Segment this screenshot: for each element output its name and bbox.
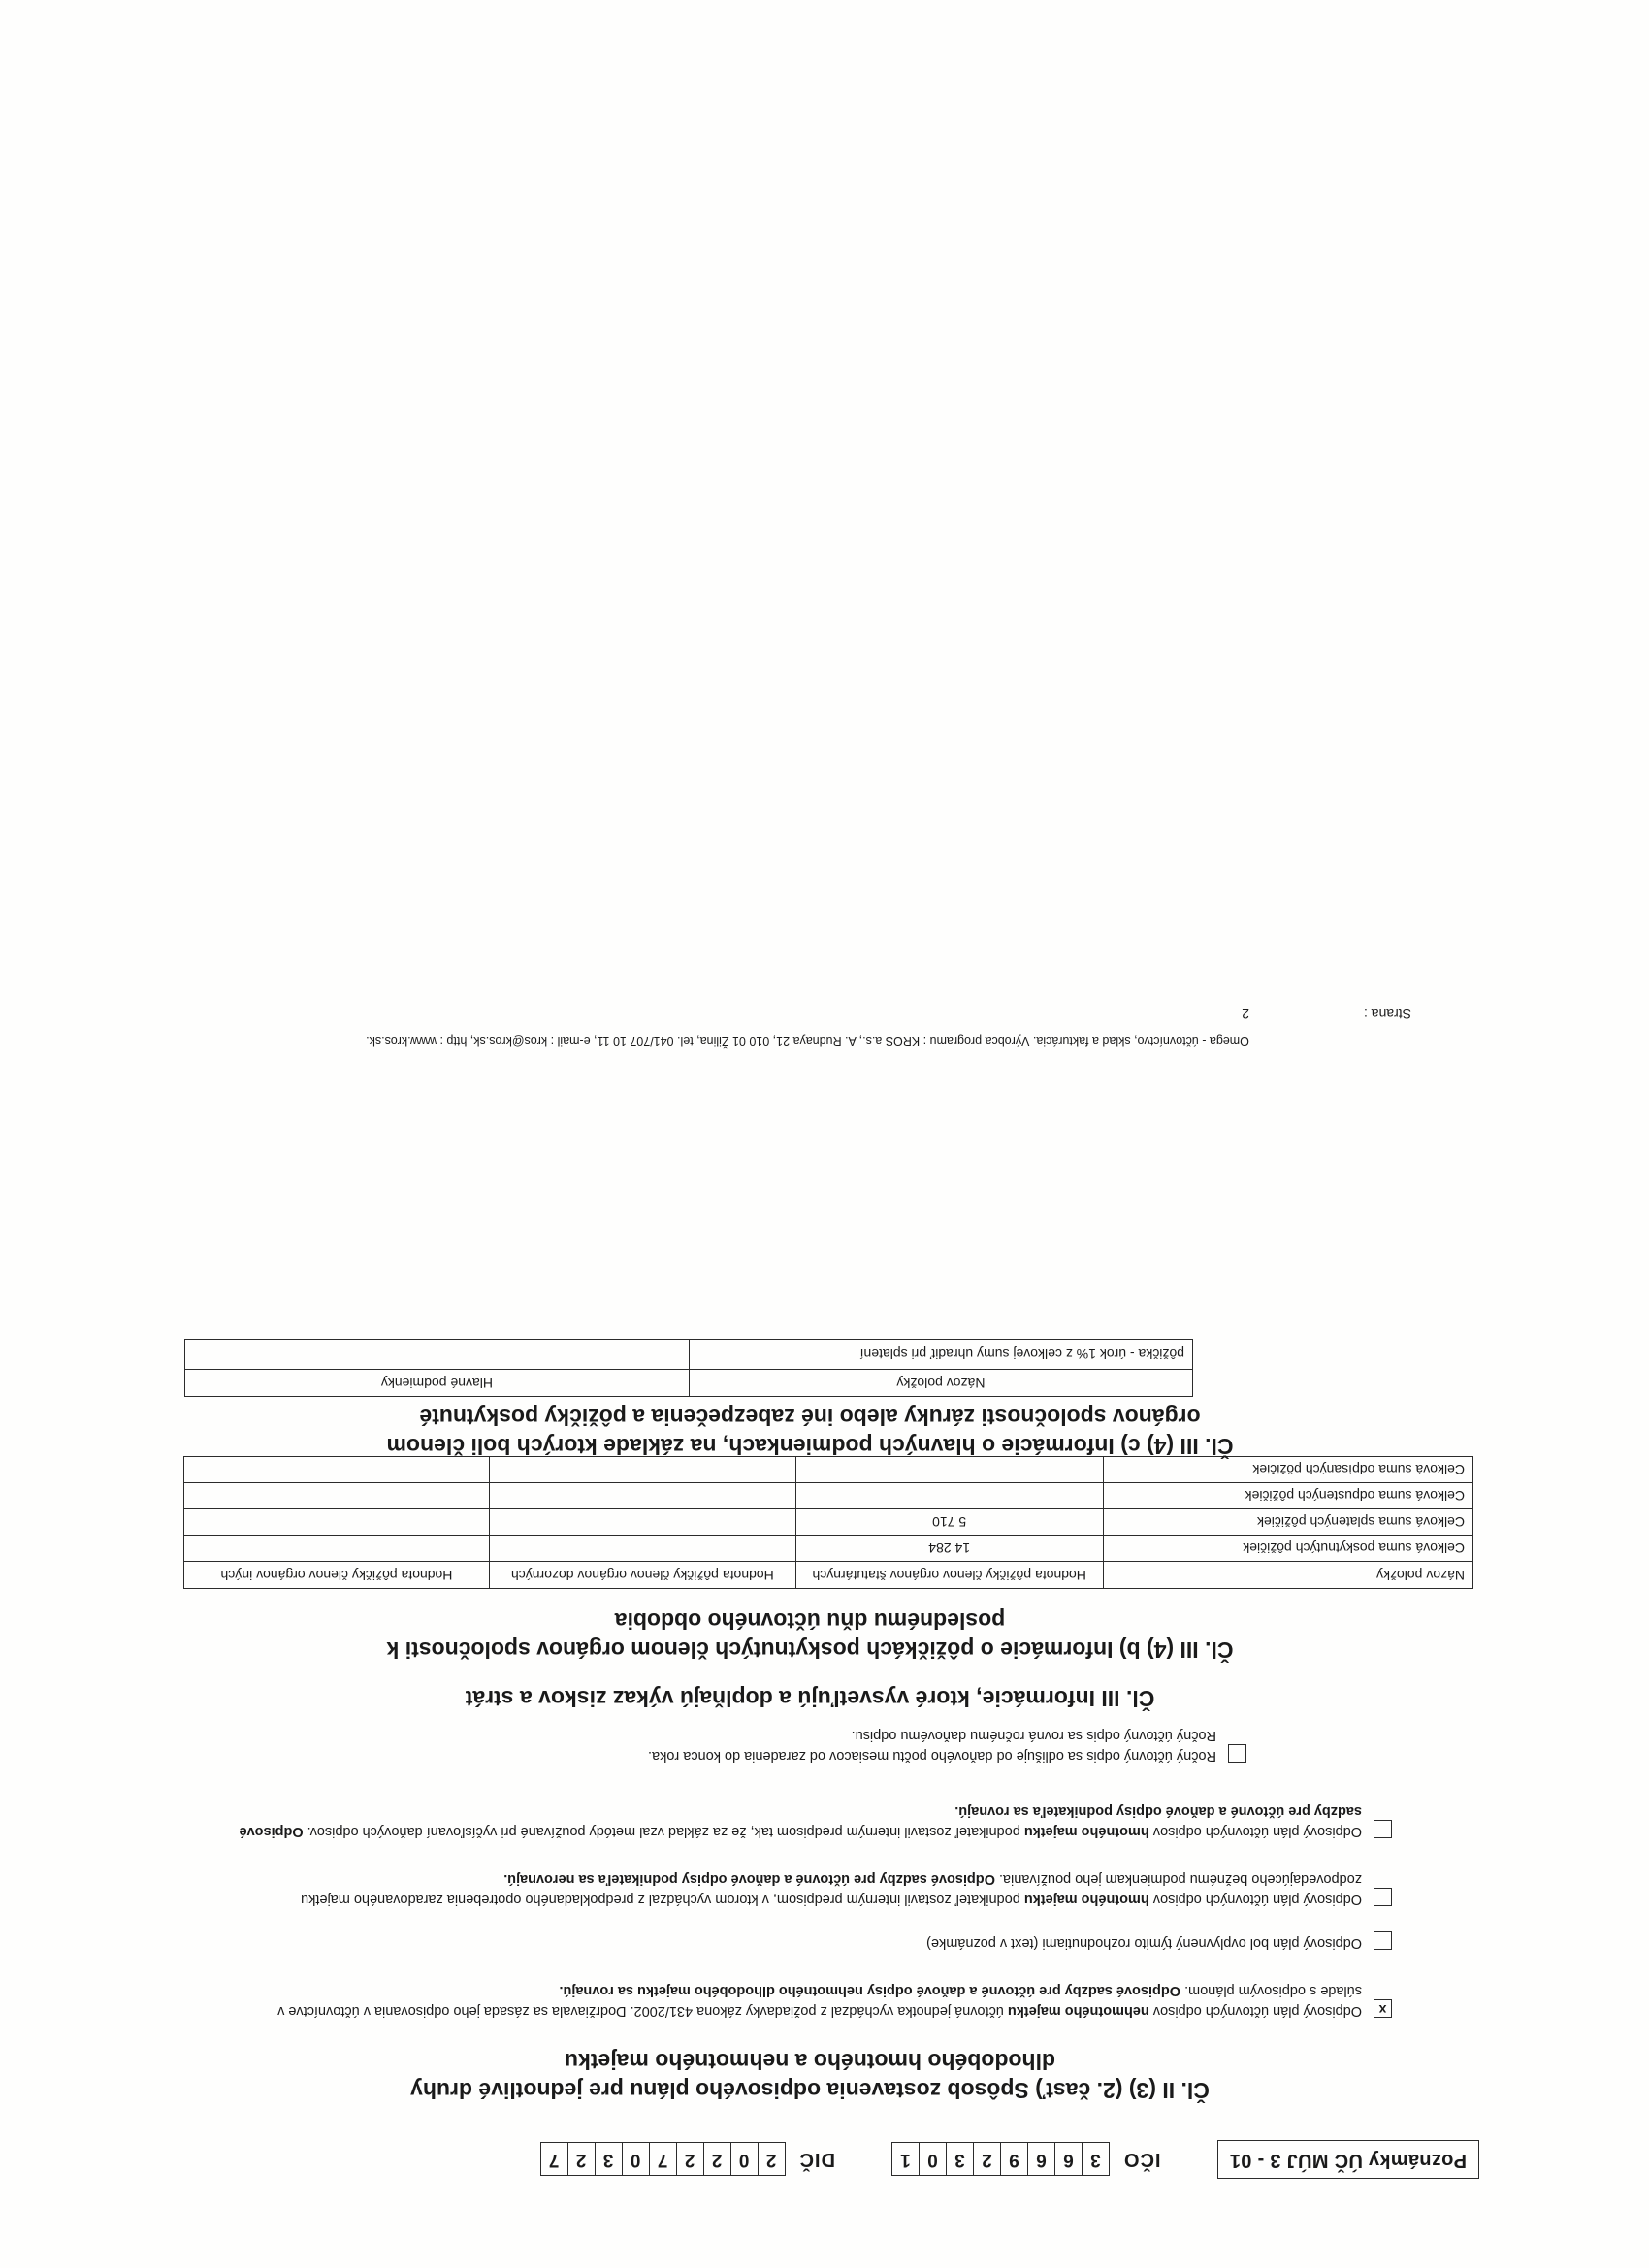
footer-imprint: Omega - účtovníctvo, sklad a fakturácia. Výrobca programu : KROS a.s., A. Rudnaya 21, 010 01 Žilina, tel. 041/707 10 11, e-mail : kros@kros.sk, http : www.kros.sk. bbox=[366, 1034, 1249, 1048]
ico-digit: 6 bbox=[1027, 2144, 1054, 2176]
dic-digit: 3 bbox=[595, 2144, 622, 2176]
row-value bbox=[184, 1483, 490, 1509]
option-text: Ročný účtovný odpis sa odlišuje od daňového počtu mesiacov od zaradenia do konca roka. Ročný účtovný odpis sa rovná ročnému daňovému odpisu. bbox=[647, 1728, 1216, 1764]
checkbox-plan-influenced[interactable] bbox=[1374, 1931, 1392, 1950]
ico-digit: 2 bbox=[973, 2144, 1000, 2176]
dic-digit: 7 bbox=[548, 2150, 560, 2171]
row-label: Celková suma odpustených pôžičiek bbox=[1103, 1483, 1472, 1509]
column-header: Hodnota pôžičky členov orgánov štatutárnych bbox=[795, 1562, 1103, 1589]
option-row bbox=[238, 1726, 1246, 1766]
table-row bbox=[184, 1483, 1473, 1509]
row-label: Celková suma splatených pôžičiek bbox=[1103, 1509, 1472, 1536]
document-header bbox=[150, 2140, 1479, 2179]
dic-digit-boxes bbox=[540, 2143, 786, 2177]
ico-digit: 3 bbox=[1082, 2144, 1109, 2176]
loans-to-officers-table bbox=[183, 1456, 1473, 1589]
article-3b-heading-line2: poslednému dňu účtovného obdobia bbox=[614, 1607, 1006, 1634]
dic-label: DIČ bbox=[798, 2149, 835, 2171]
article-3c-heading-line2: orgánov spoločnosti záruky alebo iné zabezpečenia a pôžičky poskytnuté bbox=[419, 1404, 1201, 1430]
row-label: Celková suma odpísaných pôžičiek bbox=[1103, 1457, 1472, 1483]
column-header: Názov položky bbox=[689, 1370, 1192, 1397]
article-3-heading: Čl. III Informácie, ktoré vysvetľujú a doplňajú výkaz ziskov a strát bbox=[465, 1686, 1155, 1711]
article-2-heading-line1: Čl. II (3) (2. časť) Spôsob zostavenia odpisového plánu pre jednotlivé druhy bbox=[410, 2078, 1210, 2103]
checkbox-tangible-not-equal[interactable] bbox=[1374, 1888, 1392, 1906]
dic-digit: 0 bbox=[730, 2144, 758, 2176]
dic-digit: 2 bbox=[703, 2144, 730, 2176]
table-row bbox=[184, 1536, 1473, 1562]
option-row bbox=[238, 1869, 1392, 1909]
row-value bbox=[184, 1536, 490, 1562]
article-3c-heading-line1: Čl. III (4) c) Informácie o hlavných podmienkach, na základe ktorých boli členom bbox=[386, 1434, 1234, 1459]
column-header: Hodnota pôžičky členov orgánov iných bbox=[184, 1562, 490, 1589]
dic-digit: 7 bbox=[649, 2144, 676, 2176]
dic-digit: 0 bbox=[622, 2144, 649, 2176]
option-row bbox=[238, 1981, 1392, 2021]
option-text: Odpisový plán účtovných odpisov nehmotného majetku účtovná jednotka vychádzal z požiadavky zákona 431/2002. Dodržiavala sa zásada jeho odpisovania v účtovníctve v súlade s odpisovým plánom. Odpisové sadzby pre účtovné a daňové odpisy nehmotného dlhodobého majetku sa rovnajú. bbox=[277, 1983, 1362, 2019]
column-header: Názov položky bbox=[1103, 1562, 1472, 1589]
ico-digit: 1 bbox=[900, 2150, 911, 2171]
row-value bbox=[489, 1536, 795, 1562]
footer-page-label: Strana : bbox=[1363, 1006, 1411, 1021]
checkbox-depreciation-intangible[interactable]: x bbox=[1374, 1999, 1392, 2018]
column-header: Hlavné podmienky bbox=[185, 1370, 690, 1397]
row-label: Celková suma poskytnutých pôžičiek bbox=[1103, 1536, 1472, 1562]
checkbox-tangible-equal[interactable] bbox=[1374, 1820, 1392, 1838]
row-value: 5 710 bbox=[795, 1509, 1103, 1536]
article-3b-heading bbox=[204, 1605, 1416, 1665]
row-label: pôžička - úrok 1% z celkovej sumy uhradiť pri splatení bbox=[689, 1340, 1192, 1370]
row-value bbox=[185, 1340, 690, 1370]
article-2-heading-line2: dlhodobého hmotného a nehmotného majetku bbox=[565, 2048, 1055, 2074]
option-row bbox=[238, 1801, 1392, 1841]
dic-digit: 2 bbox=[758, 2144, 785, 2176]
dic-field bbox=[540, 2143, 835, 2177]
row-value bbox=[489, 1483, 795, 1509]
table-row bbox=[185, 1340, 1193, 1370]
option-text: Odpisový plán bol ovplyvnený týmito rozhodnutiami (text v poznámke) bbox=[926, 1935, 1362, 1951]
table-row bbox=[184, 1509, 1473, 1536]
ico-digit: 6 bbox=[1054, 2144, 1082, 2176]
footer-page-number: 2 bbox=[1242, 1006, 1249, 1021]
ico-digit-boxes bbox=[891, 2143, 1110, 2177]
dic-digit: 2 bbox=[567, 2144, 595, 2176]
article-2-heading bbox=[262, 2046, 1358, 2105]
form-title: Poznámky ÚČ MÚJ 3 - 01 bbox=[1217, 2140, 1479, 2179]
loan-conditions-table bbox=[184, 1339, 1193, 1397]
option-row bbox=[238, 1931, 1392, 1953]
dic-digit: 2 bbox=[676, 2144, 703, 2176]
table-header-row bbox=[184, 1562, 1473, 1589]
row-value bbox=[795, 1483, 1103, 1509]
row-value bbox=[489, 1509, 795, 1536]
column-header: Hodnota pôžičky členov orgánov dozorných bbox=[489, 1562, 795, 1589]
row-value bbox=[184, 1509, 490, 1536]
table-header-row bbox=[185, 1370, 1193, 1397]
row-value: 14 284 bbox=[795, 1536, 1103, 1562]
option-text: Odpisový plán účtovných odpisov hmotného majetku podnikateľ zostavil interným predpisom, v ktorom vychádzal z predpokladaného opotrebenia zaradovaného majetku zodpovedajúceho bežnému podmienkam jeho používania. Odpisové sadzby pre účtovné a daňové odpisy podnikateľa sa nerovnajú. bbox=[301, 1871, 1362, 1907]
article-3c-heading bbox=[204, 1402, 1416, 1461]
ico-label: IČO bbox=[1122, 2149, 1161, 2171]
ico-field bbox=[891, 2143, 1161, 2177]
checkbox-annual-depreciation[interactable] bbox=[1228, 1744, 1246, 1763]
ico-digit: 0 bbox=[919, 2144, 946, 2176]
ico-digit: 3 bbox=[946, 2144, 973, 2176]
option-text: Odpisový plán účtovných odpisov hmotného majetku podnikateľ zostavil interným predpisom tak, že za základ vzal metódy používané pri vyčísľovaní daňových odpisov. Odpisové sadzby pre účtovné a daňové odpisy podnikateľa sa rovnajú. bbox=[239, 1803, 1362, 1839]
ico-digit: 9 bbox=[1000, 2144, 1027, 2176]
article-3b-heading-line1: Čl. III (4) b) Informácie o pôžičkách poskytnutých členom orgánov spoločnosti k bbox=[386, 1637, 1234, 1663]
